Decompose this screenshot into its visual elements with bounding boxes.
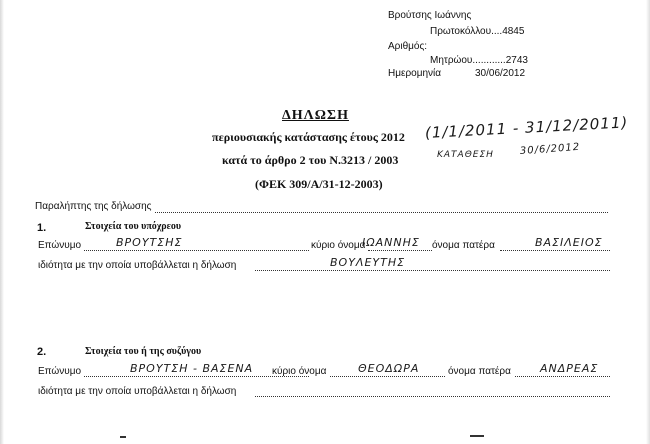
s1-firstname-value: ΙΩΑΝΝΗΣ — [362, 236, 420, 249]
s1-surname-value: ΒΡΟΥΤΣΗΣ — [116, 236, 183, 249]
s2-capacity-dots — [255, 396, 610, 397]
handwritten-submitted-date: 30/6/2012 — [519, 141, 581, 157]
s2-capacity-label: ιδιότητα με την οποία υποβάλλεται η δήλωση — [38, 386, 237, 397]
s2-father-value: ΑΝΔΡΕΑΣ — [540, 362, 599, 375]
s1-father-label: όνομα πατέρα — [432, 240, 495, 251]
scan-edge-left — [0, 0, 4, 444]
section-1-number: 1. — [37, 222, 47, 234]
s1-capacity-dots — [255, 270, 610, 271]
s2-surname-value: ΒΡΟΥΤΣΗ - ΒΑΣΕΝΑ — [130, 362, 254, 375]
section-1-heading: Στοιχεία του υπόχρεου — [85, 221, 182, 232]
recipient-dotted-line — [155, 212, 608, 213]
number-label: Αριθμός: — [388, 41, 428, 52]
section-2-heading: Στοιχεία του ή της συζύγου — [85, 346, 202, 357]
s2-father-dots — [515, 376, 610, 377]
s2-father-label: όνομα πατέρα — [448, 366, 511, 377]
recipient-label: Παραλήπτης της δήλωσης — [35, 201, 152, 212]
scan-edge-right — [646, 0, 650, 444]
section-2-number: 2. — [37, 346, 47, 358]
s2-firstname-label: κύριο όνομα — [272, 366, 327, 377]
s1-father-value: ΒΑΣΙΛΕΙΟΣ — [535, 236, 603, 249]
date-label: Ημερομηνία — [388, 68, 442, 79]
s1-surname-label: Επώνυμο — [38, 240, 82, 251]
s2-firstname-value: ΘΕΟΔΩΡΑ — [358, 362, 420, 375]
s1-firstname-dots — [368, 250, 432, 251]
title-line-3: (ΦΕΚ 309/Α/31-12-2003) — [255, 177, 383, 191]
s1-surname-dots — [84, 250, 309, 251]
s1-father-dots — [500, 250, 610, 251]
s1-capacity-label: ιδιότητα με την οποία υποβάλλεται η δήλωση — [38, 260, 237, 271]
title-line-1: περιουσιακής κατάστασης έτους 2012 — [212, 130, 405, 144]
handwritten-period: (1/1/2011 - 31/12/2011) — [424, 113, 629, 142]
protocol-number: Πρωτοκόλλου....4845 — [430, 26, 525, 37]
declarant-name: Βρούτσης Ιωάννης — [388, 10, 472, 21]
cropped-handwriting-mark — [470, 435, 484, 437]
s2-surname-label: Επώνυμο — [38, 366, 82, 377]
document-title: ΔΗΛΩΣΗ — [282, 108, 349, 123]
date-value: 30/06/2012 — [475, 68, 526, 79]
s2-firstname-dots — [330, 376, 445, 377]
handwritten-submitted-label: ΚΑΤΑΘΕΣΗ — [437, 150, 494, 160]
registry-number: Μητρώου............2743 — [430, 55, 528, 66]
s1-firstname-label: κύριο όνομα — [311, 240, 366, 251]
s1-capacity-value: ΒΟΥΛΕΥΤΗΣ — [330, 256, 406, 269]
cropped-handwriting-mark — [120, 436, 126, 438]
title-line-2: κατά το άρθρο 2 του Ν.3213 / 2003 — [222, 153, 399, 167]
